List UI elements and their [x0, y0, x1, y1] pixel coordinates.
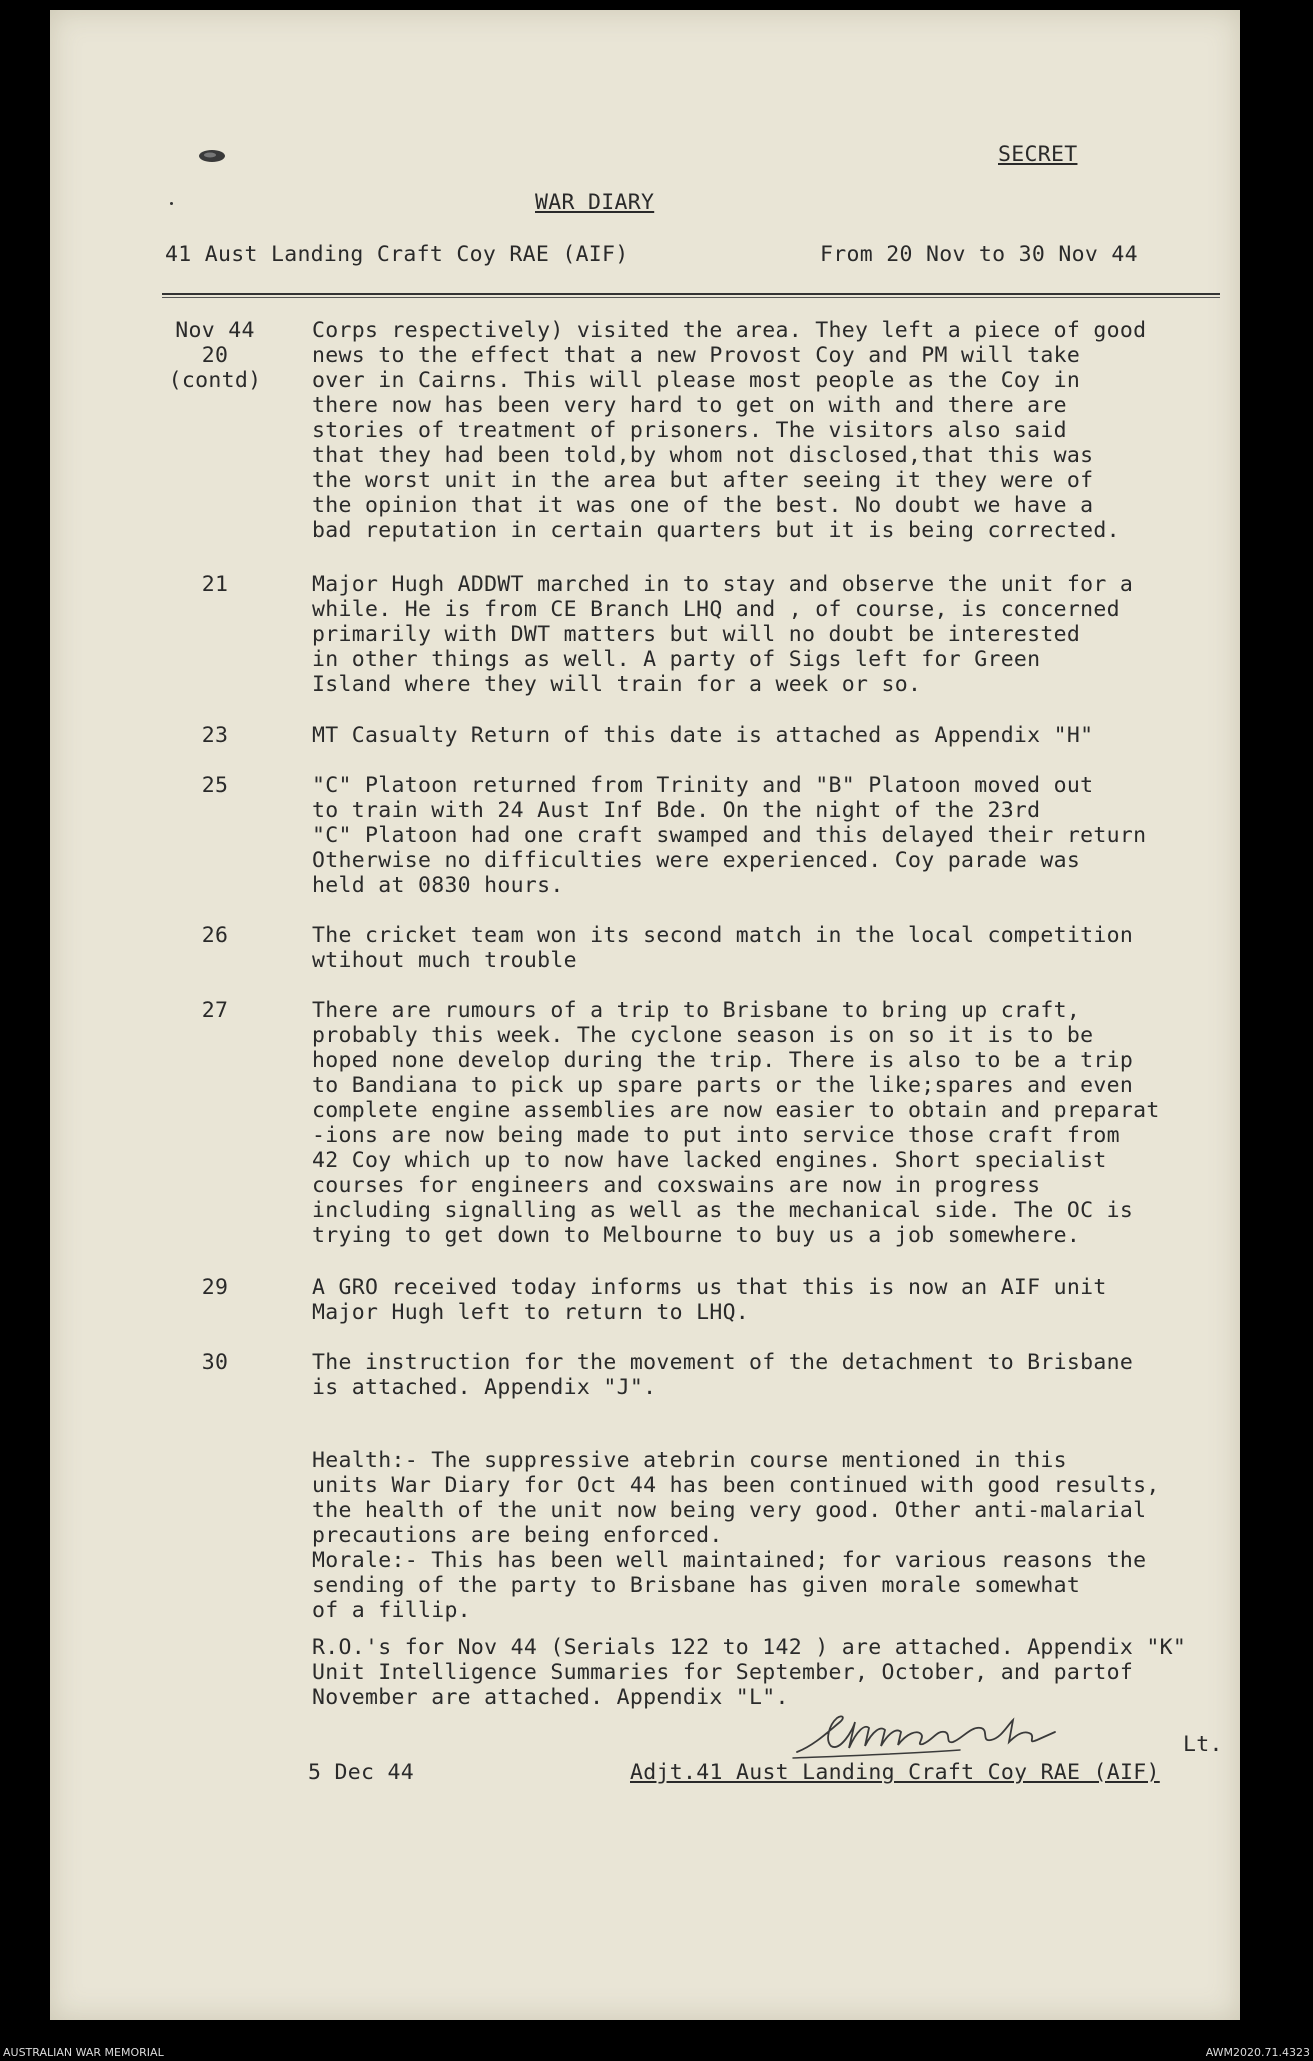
entry-text-line: bad reputation in certain quarters but it is being corrected.	[312, 518, 1120, 543]
header-divider-secondary	[162, 297, 1220, 298]
officer-rank: Lt.	[1183, 1732, 1223, 1757]
document-page	[50, 10, 1240, 2020]
punch-hole-mark	[197, 148, 227, 164]
entry-text-line: courses for engineers and coxswains are now in progress	[312, 1173, 1041, 1198]
classification-label: SECRET	[998, 142, 1078, 167]
note-text-line: the health of the unit now being very good. Other anti-malarial	[312, 1498, 1147, 1523]
entry-date: 29	[201, 1275, 229, 1300]
entry-text-line: Major Hugh ADDWT marched in to stay and observe the unit for a	[312, 572, 1134, 597]
note-text-line: precautions are being enforced.	[312, 1523, 723, 1548]
header-divider	[162, 293, 1220, 295]
entry-date: (contd)	[168, 368, 262, 393]
entry-text-line: primarily with DWT matters but will no doubt be interested	[312, 622, 1081, 647]
entry-text-line: is attached. Appendix "J".	[312, 1375, 657, 1400]
entry-text-line: the opinion that it was one of the best. No doubt we have a	[312, 493, 1094, 518]
entry-date: 30	[201, 1350, 229, 1375]
ink-dot	[170, 202, 173, 205]
note-text-line: units War Diary for Oct 44 has been continued with good results,	[312, 1473, 1160, 1498]
entry-text-line: while. He is from CE Branch LHQ and , of course, is concerned	[312, 597, 1120, 622]
entry-date: Nov 44	[175, 318, 255, 343]
note-text-line: R.O.'s for Nov 44 (Serials 122 to 142 ) are attached. Appendix "K"	[312, 1635, 1187, 1660]
entry-text-line: that they had been told,by whom not disclosed,that this was	[312, 443, 1094, 468]
note-text-line: Morale:- This has been well maintained; for various reasons the	[312, 1548, 1147, 1573]
signature-block: Adjt.41 Aust Landing Craft Coy RAE (AIF)	[630, 1760, 1160, 1785]
entry-text-line: A GRO received today informs us that this is now an AIF unit	[312, 1275, 1107, 1300]
entry-text-line: -ions are now being made to put into service those craft from	[312, 1123, 1120, 1148]
entry-date: 25	[201, 773, 229, 798]
entry-text-line: The cricket team won its second match in the local competition	[312, 923, 1134, 948]
entry-text-line: to Bandiana to pick up spare parts or the like;spares and even	[312, 1073, 1134, 1098]
entry-text-line: MT Casualty Return of this date is attached as Appendix "H"	[312, 723, 1094, 748]
entry-text-line: Corps respectively) visited the area. They left a piece of good	[312, 318, 1147, 343]
entry-text-line: stories of treatment of prisoners. The visitors also said	[312, 418, 1067, 443]
entry-text-line: complete engine assemblies are now easier to obtain and preparat	[312, 1098, 1160, 1123]
entry-text-line: the worst unit in the area but after seeing it they were of	[312, 468, 1094, 493]
entry-text-line: Otherwise no difficulties were experienced. Coy parade was	[312, 848, 1081, 873]
entry-text-line: Major Hugh left to return to LHQ.	[312, 1300, 750, 1325]
entry-text-line: to train with 24 Aust Inf Bde. On the night of the 23rd	[312, 798, 1041, 823]
note-text-line: Unit Intelligence Summaries for September, October, and partof	[312, 1660, 1134, 1685]
entry-text-line: Island where they will train for a week or so.	[312, 672, 922, 697]
entry-text-line: there now has been very hard to get on with and there are	[312, 393, 1067, 418]
entry-text-line: "C" Platoon returned from Trinity and "B" Platoon moved out	[312, 773, 1094, 798]
entry-text-line: in other things as well. A party of Sigs left for Green	[312, 647, 1041, 672]
report-date: 5 Dec 44	[308, 1760, 414, 1785]
entry-text-line: held at 0830 hours.	[312, 873, 564, 898]
note-text-line: sending of the party to Brisbane has given morale somewhat	[312, 1573, 1081, 1598]
entry-date: 27	[201, 998, 229, 1023]
note-text-line: Health:- The suppressive atebrin course mentioned in this	[312, 1448, 1067, 1473]
entry-text-line: hoped none develop during the trip. There is also to be a trip	[312, 1048, 1134, 1073]
entry-text-line: including signalling as well as the mechanical side. The OC is	[312, 1198, 1134, 1223]
entry-text-line: 42 Coy which up to now have lacked engines. Short specialist	[312, 1148, 1107, 1173]
date-range: From 20 Nov to 30 Nov 44	[820, 242, 1138, 267]
entry-text-line: trying to get down to Melbourne to buy us a job somewhere.	[312, 1223, 1081, 1248]
unit-name: 41 Aust Landing Craft Coy RAE (AIF)	[165, 242, 629, 267]
entry-date: 23	[201, 723, 229, 748]
entry-date: 20	[201, 343, 229, 368]
entry-text-line: wtihout much trouble	[312, 948, 577, 973]
note-text-line: of a fillip.	[312, 1598, 471, 1623]
entry-date: 26	[201, 923, 229, 948]
document-title: WAR DIARY	[535, 190, 655, 215]
entry-text-line: There are rumours of a trip to Brisbane to bring up craft,	[312, 998, 1081, 1023]
entry-text-line: probably this week. The cyclone season is on so it is to be	[312, 1023, 1094, 1048]
entry-text-line: news to the effect that a new Provost Coy and PM will take	[312, 343, 1081, 368]
entry-text-line: over in Cairns. This will please most people as the Coy in	[312, 368, 1081, 393]
entry-date: 21	[201, 572, 229, 597]
archive-credit: AUSTRALIAN WAR MEMORIAL	[3, 2046, 164, 2059]
entry-text-line: The instruction for the movement of the detachment to Brisbane	[312, 1350, 1134, 1375]
archive-reference: AWM2020.71.4323	[1205, 2046, 1310, 2059]
handwritten-signature	[785, 1700, 1070, 1765]
note-text-line: November are attached. Appendix "L".	[312, 1685, 789, 1710]
entry-text-line: "C" Platoon had one craft swamped and this delayed their return	[312, 823, 1147, 848]
